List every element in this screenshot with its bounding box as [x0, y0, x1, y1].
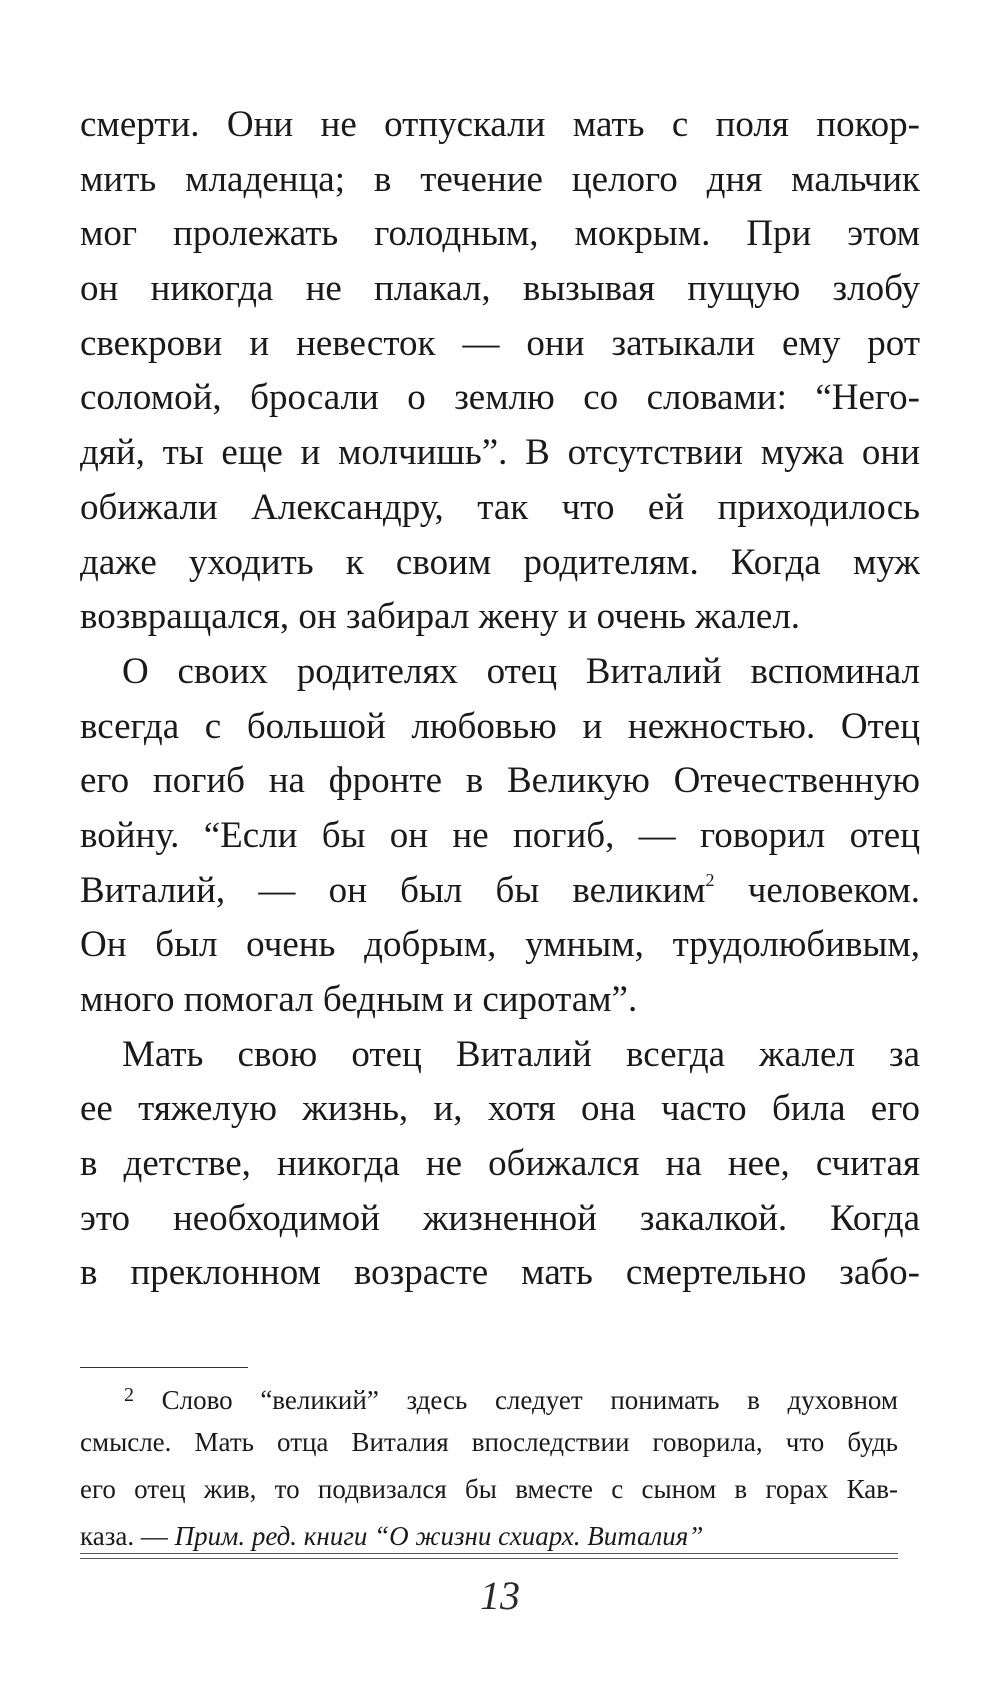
text-line: Мать свою отец Виталий всегда жалел за [122, 1033, 920, 1075]
text-line: это необходимой жизненной закалкой. Когда [80, 1197, 920, 1239]
text-line: ее тяжелую жизнь, и, хотя она часто била его [80, 1088, 920, 1130]
text-fragment: Виталий, — он был бы великим [80, 869, 706, 911]
text-line: соломой, бросали о землю со словами: “Него- [80, 377, 920, 419]
text-line: Он был очень добрым, умным, трудолюбивым, [80, 924, 920, 966]
footnote-text: каза. — [80, 1521, 175, 1551]
footnote-divider [80, 1367, 248, 1368]
text-line: в детстве, никогда не обижался на нее, считая [80, 1143, 920, 1185]
text-fragment: человеком. [747, 869, 921, 911]
text-line: дяй, ты еще и молчишь”. В отсутствии мужа они [80, 432, 920, 474]
text-line: даже уходить к своим родителям. Когда муж [80, 541, 920, 583]
footnote-line: его отец жив, то подвизался бы вместе с сыном в горах Кав- [80, 1474, 898, 1504]
footnote-ref: 2 [705, 869, 715, 890]
footnote-text: Слово “великий” здесь следует понимать в духовном [161, 1385, 898, 1415]
text-line: возвращался, он забирал жену и очень жалел. [80, 596, 801, 638]
bottom-rule-lower [80, 1558, 898, 1559]
footnote-line [80, 1372, 898, 1419]
text-line: мог пролежать голодным, мокрым. При этом [80, 213, 920, 255]
footnote-source-citation: Прим. ред. книги “О жизни схиарх. Виталия” [174, 1521, 704, 1551]
text-line: свекрови и невесток — они затыкали ему рот [80, 322, 920, 364]
text-line: смерти. Они не отпускали мать с поля покор- [80, 104, 920, 145]
text-line: войну. “Если бы он не погиб, — говорил отец [80, 814, 920, 856]
text-line: всегда с большой любовью и нежностью. Отец [80, 705, 920, 747]
bottom-rule-upper [80, 1553, 898, 1554]
text-line: в преклонном возрасте мать смертельно забо- [80, 1252, 920, 1294]
text-line: мить младенца; в течение целого дня мальчик [80, 158, 920, 200]
text-line-with-footnote-ref [80, 864, 920, 919]
footnote [80, 1372, 898, 1560]
footnote-number: 2 [124, 1384, 134, 1406]
page-number: 13 [480, 1573, 520, 1618]
text-line: его погиб на фронте в Великую Отечественную [80, 760, 920, 802]
footnote-line: смысле. Мать отца Виталия впоследствии говорила, что будь [80, 1427, 898, 1457]
text-line: обижали Александру, так что ей приходилось [80, 486, 920, 528]
text-line: он никогда не плакал, вызывая пущую злобу [80, 268, 920, 310]
body-text [80, 98, 920, 1301]
text-line: много помогал бедным и сиротам”. [80, 979, 638, 1020]
text-line: О своих родителях отец Виталий вспоминал [122, 650, 920, 692]
